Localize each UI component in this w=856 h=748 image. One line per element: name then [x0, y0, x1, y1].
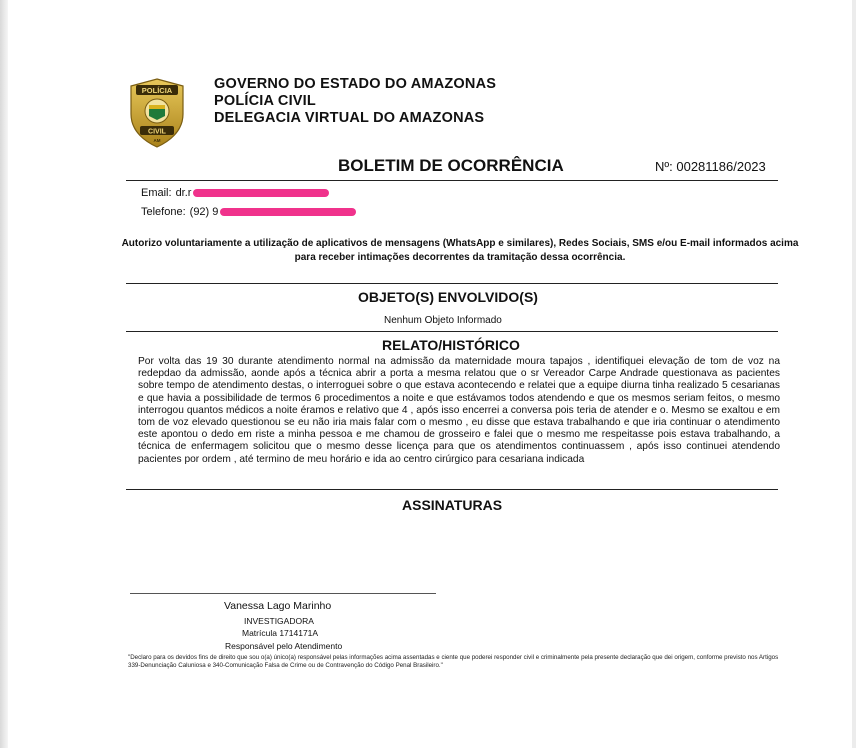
- objects-section-title: OBJETO(S) ENVOLVIDO(S): [358, 289, 538, 305]
- email-value: dr.r: [175, 187, 192, 199]
- divider-report: [126, 331, 778, 332]
- header-line-government: GOVERNO DO ESTADO DO AMAZONAS: [214, 76, 497, 92]
- signer-responsibility: Responsável pelo Atendimento: [225, 641, 343, 651]
- page-edge-shadow: [0, 0, 8, 748]
- objects-value: Nenhum Objeto Informado: [384, 315, 502, 326]
- svg-text:AM: AM: [153, 138, 161, 143]
- header-line-police: POLÍCIA CIVIL: [214, 93, 316, 109]
- contact-phone-row: [141, 206, 356, 218]
- header-agency-block: [214, 76, 496, 127]
- divider-signatures: [126, 489, 778, 490]
- page-edge-right: [852, 0, 856, 748]
- phone-label: Telefone:: [141, 206, 186, 218]
- signatures-section-title: ASSINATURAS: [402, 497, 503, 513]
- contact-email-row: [141, 187, 329, 199]
- divider-objects: [126, 283, 778, 284]
- signer-registration: Matrícula 1714171A: [242, 628, 319, 638]
- signature-line: [130, 593, 436, 594]
- svg-text:CIVIL: CIVIL: [148, 128, 166, 136]
- document-title: BOLETIM DE OCORRÊNCIA: [338, 156, 564, 175]
- report-narrative: Por volta das 19 30 durante atendimento normal na admissão da maternidade moura tapajos , identifiquei elevação de tom de voz na redepdao da admissão, aonde após a técnica abrir a porta a mesma relatou que o sr Vereador Carpe Andrade questionava as pacientes sobre tempo de atendimento destas, o interroguei sobre o que estava acontecendo e relatei que a equipe diurna tinha realizado 5 cesarianas e que havia a possibilidade de termos 6 procedimentos a noite e que estávamos todos atendendo e que os mesmos seriam feitos, o mesmo interrogou quantos médicos a noite éramos e relativo que 4 , após isso encerrei a conversa pois teria de atender e o. Mesmo se exaltou e em tom de voz elevado questionou se eu não iria mais falar com o mesmo , eu disse que estava trabalhando e que iria continuar o atendimento este apontou o dedo em riste a minha pessoa e me chamou de grosseiro e falei que o mesmo me respeitasse pois estava trabalhando, a técnica de enfermagem solicitou que o mesmo desse licença para que os atendimentos continuassem , após isso continuei atendendo pacientes por ordem , até termino de meu horário e ida ao centro cirúrgico para cesariana indicada: [138, 356, 780, 465]
- svg-text:POLÍCIA: POLÍCIA: [141, 86, 173, 95]
- signer-name: Vanessa Lago Marinho: [224, 600, 332, 612]
- phone-redaction-mark: [220, 208, 356, 216]
- report-section-title: RELATO/HISTÓRICO: [382, 337, 520, 353]
- policia-civil-badge-logo: [128, 78, 186, 148]
- legal-disclaimer: "Declaro para os devidos fins de direito que sou o(a) único(a) responsável pelas informações acima assentadas e ciente que poderei responder civil e criminalmente pela presente declaração que dei origem, conforme previsto nos Artigos 339-Denunciação Caluniosa e 340-Comunicação Falsa de Crime ou de Contravenção do Código Penal Brasileiro.": [128, 654, 779, 670]
- phone-value: (92) 9: [189, 206, 219, 218]
- divider-top: [126, 180, 778, 181]
- email-label: Email:: [141, 187, 172, 199]
- signer-role: INVESTIGADORA: [244, 616, 314, 626]
- document-number: Nº: 00281186/2023: [655, 159, 766, 174]
- email-redaction-mark: [193, 189, 329, 197]
- consent-statement: Autorizo voluntariamente a utilização de aplicativos de mensagens (WhatsApp e similares), Redes Sociais, SMS e/ou E-mail informados acima para receber intimações decorrentes da tramitação dessa ocorrência.: [121, 238, 799, 263]
- header-line-delegacia: DELEGACIA VIRTUAL DO AMAZONAS: [214, 110, 485, 126]
